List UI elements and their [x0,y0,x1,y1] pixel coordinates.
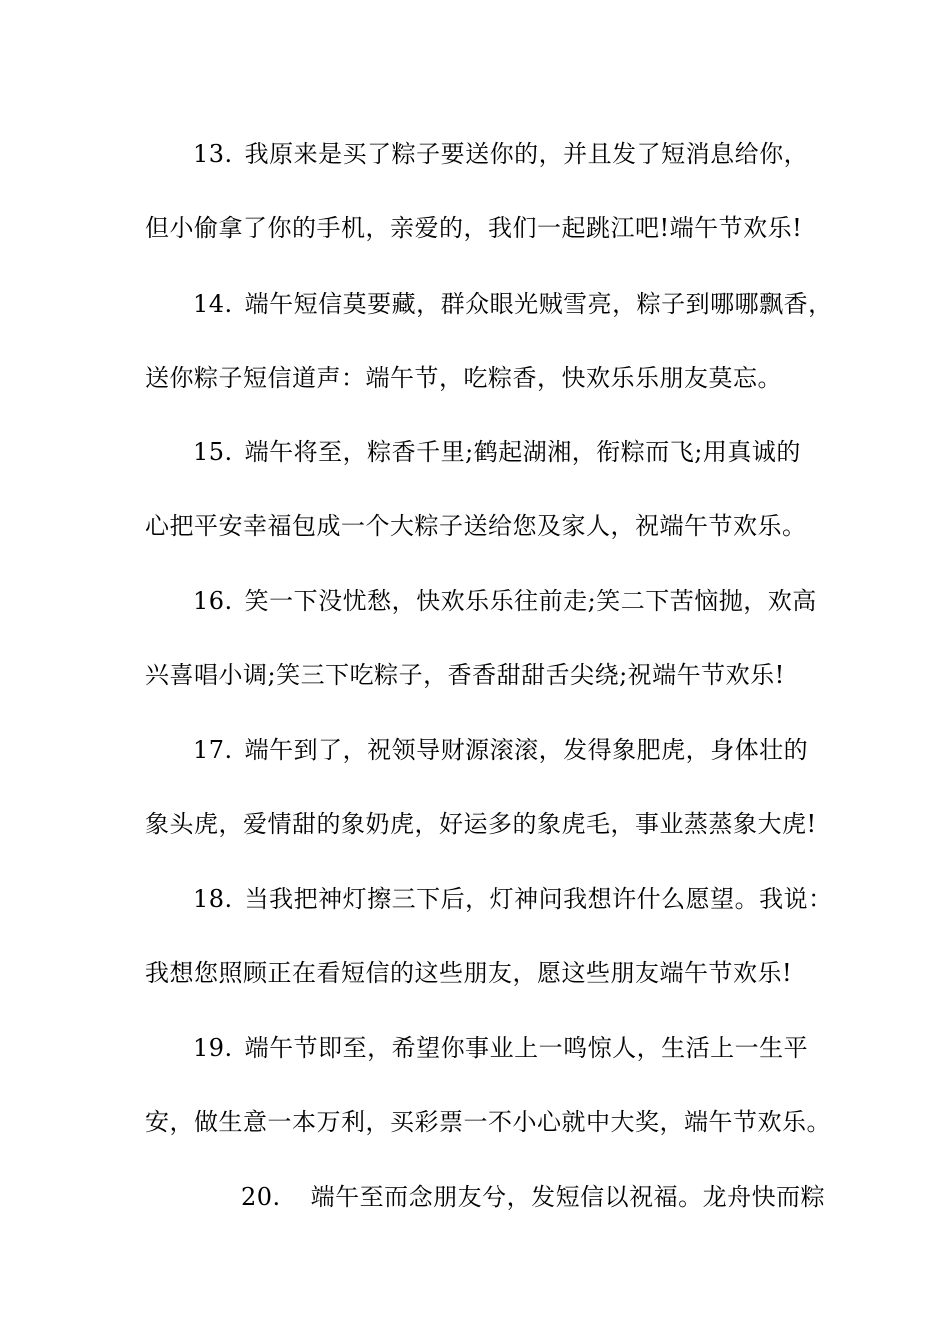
item-text: 我原来是买了粽子要送你的，并且发了短消息给你， [244,140,809,168]
item-text: 端午短信莫要藏，群众眼光贼雪亮，粽子到哪哪飘香， [244,290,833,318]
item-19-line-2: 安，做生意一本万利，买彩票一不小心就中大奖，端午节欢乐。 [145,1108,831,1136]
item-text: 笑一下没忧愁，快欢乐乐往前走;笑二下苦恼抛，欢高 [244,587,817,615]
item-16-line-1 [193,585,835,617]
item-number: 16. [193,587,233,615]
item-19-line-1 [193,1032,835,1064]
item-14-line-1 [193,288,835,320]
item-text: 端午至而念朋友兮，发短信以祝福。龙舟快而粽 [310,1183,826,1211]
item-number: 17. [193,736,233,764]
item-number: 19. [193,1034,233,1062]
item-15-line-1 [193,436,835,468]
item-18-line-1 [193,883,835,915]
item-text: 端午将至，粽香千里;鹤起湖湘，衔粽而飞;用真诚的 [244,438,801,466]
item-13-line-2: 但小偷拿了你的手机，亲爱的，我们一起跳江吧!端午节欢乐! [145,214,803,242]
item-number: 14. [193,290,233,318]
item-number: 15. [193,438,233,466]
item-text: 当我把神灯擦三下后，灯神问我想许什么愿望。我说： [244,885,833,913]
item-17-line-2: 象头虎，爱情甜的象奶虎，好运多的象虎毛，事业蒸蒸象大虎! [145,810,817,838]
item-number: 20. [241,1183,281,1211]
item-number: 18. [193,885,233,913]
item-16-line-2: 兴喜唱小调;笑三下吃粽子，香香甜甜舌尖绕;祝端午节欢乐! [145,661,785,689]
item-14-line-2: 送你粽子短信道声：端午节，吃粽香，快欢乐乐朋友莫忘。 [145,364,782,392]
item-13-line-1 [193,138,835,170]
item-text: 端午到了，祝领导财源滚滚，发得象肥虎，身体壮的 [244,736,809,764]
item-15-line-2: 心把平安幸福包成一个大粽子送给您及家人，祝端午节欢乐。 [145,512,807,540]
item-text: 端午节即至，希望你事业上一鸣惊人，生活上一生平 [244,1034,809,1062]
item-number: 13. [193,140,233,168]
item-18-line-2: 我想您照顾正在看短信的这些朋友，愿这些朋友端午节欢乐! [145,959,793,987]
item-20-line-1 [241,1181,835,1213]
item-17-line-1 [193,734,835,766]
